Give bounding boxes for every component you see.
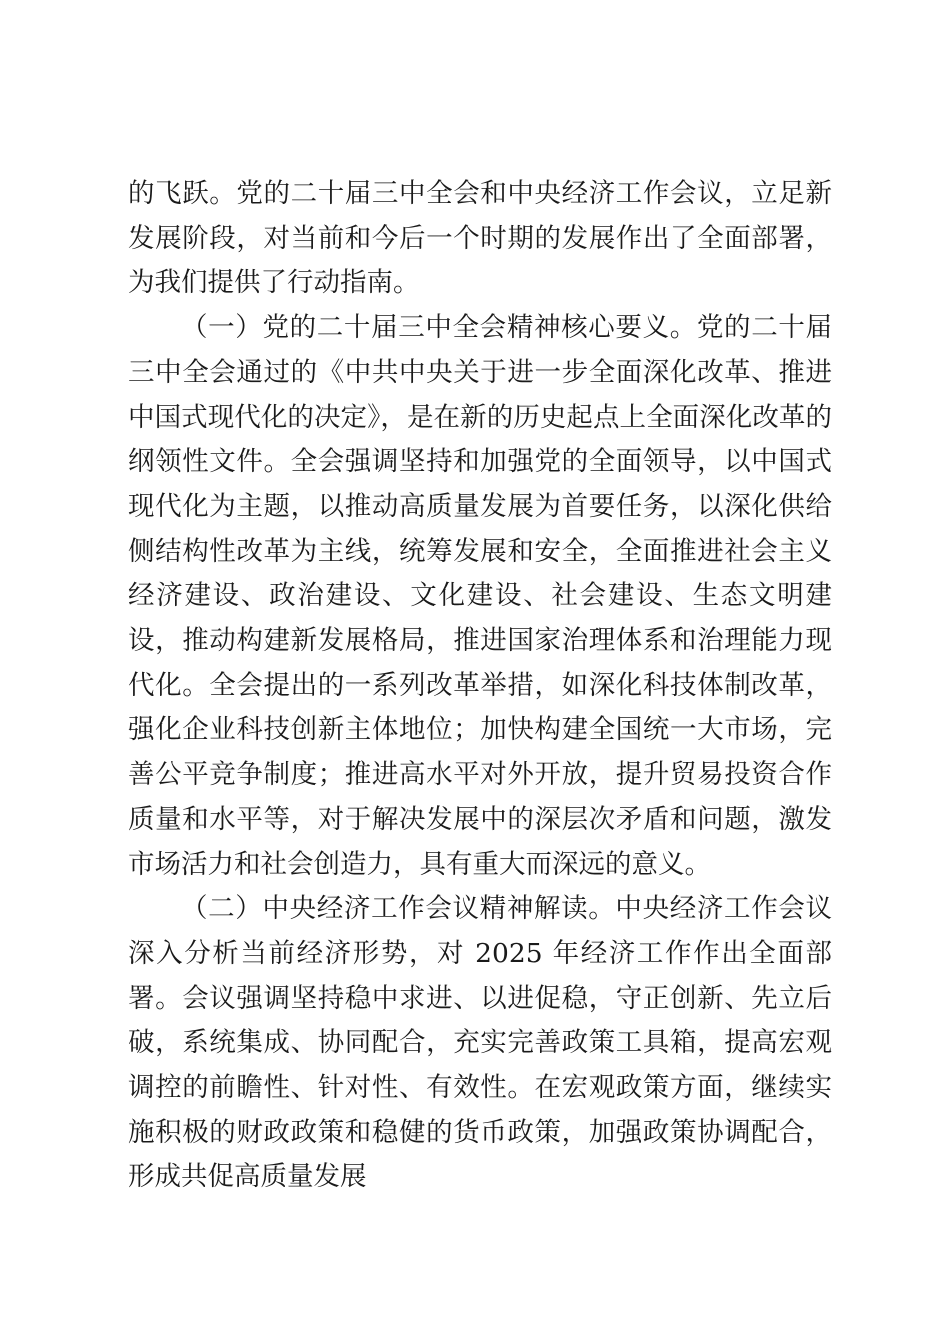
- paragraph-section-one: （一）党的二十届三中全会精神核心要义。党的二十届三中全会通过的《中共中央关于进一步全面深化改革、推进中国式现代化的决定》，是在新的历史起点上全面深化改革的纲领性文件。全会强调坚持和加强党的全面领导，以中国式现代化为主题，以推动高质量发展为首要任务，以深化供给侧结构性改革为主线，统筹发展和安全，全面推进社会主义经济建设、政治建设、文化建设、社会建设、生态文明建设，推动构建新发展格局，推进国家治理体系和治理能力现代化。全会提出的一系列改革举措，如深化科技体制改革，强化企业科技创新主体地位；加快构建全国统一大市场，完善公平竞争制度；推进高水平对外开放，提升贸易投资合作质量和水平等，对于解决发展中的深层次矛盾和问题，激发市场活力和社会创造力，具有重大而深远的意义。: [128, 312, 832, 880]
- document-body: [128, 172, 832, 1200]
- paragraph-continuation: 的飞跃。党的二十届三中全会和中央经济工作会议，立足新发展阶段，对当前和今后一个时期的发展作出了全面部署，为我们提供了行动指南。: [128, 178, 832, 299]
- paragraph-section-two: （二）中央经济工作会议精神解读。中央经济工作会议深入分析当前经济形势，对 2025 年经济工作作出全面部署。会议强调坚持稳中求进、以进促稳，守正创新、先立后破，系统集成、协同配合，充实完善政策工具箱，提高宏观调控的前瞻性、针对性、有效性。在宏观政策方面，继续实施积极的财政政策和稳健的货币政策，加强政策协调配合，形成共促高质量发展: [128, 893, 832, 1193]
